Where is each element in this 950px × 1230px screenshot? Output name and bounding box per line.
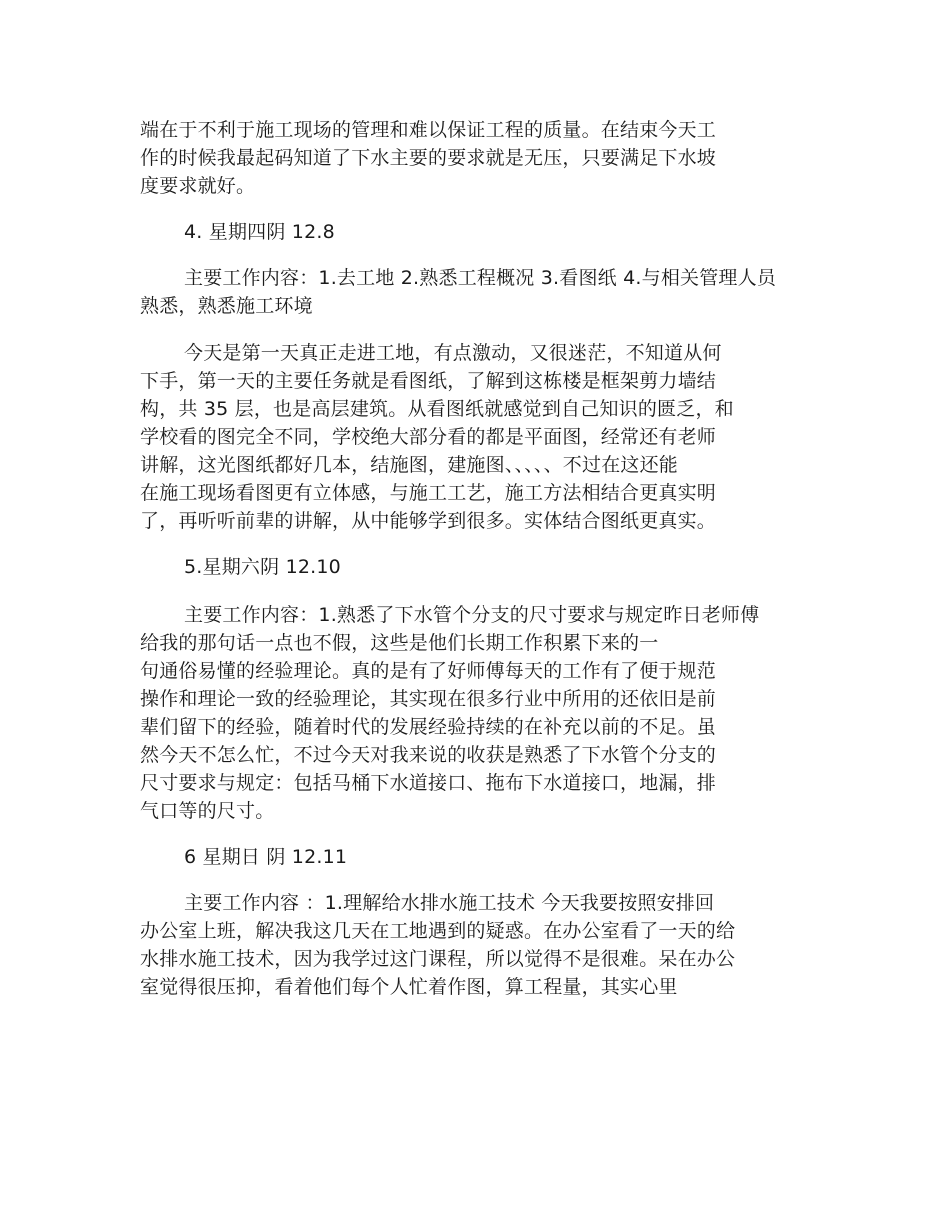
text-line: 熟悉，熟悉施工环境 — [140, 295, 313, 317]
section-heading: 4. 星期四阴 12.8 — [184, 221, 335, 243]
text-line: 辈们留下的经验，随着时代的发展经验持续的在补充以前的不足。虽 — [140, 716, 717, 738]
section-heading: 5.星期六阴 12.10 — [184, 556, 341, 578]
text-line: 了，再听听前辈的讲解，从中能够学到很多。实体结合图纸更真实。 — [140, 510, 717, 532]
text-line: 水排水施工技术，因为我学过这门课程，所以觉得不是很难。呆在办公 — [140, 948, 736, 970]
text-line: 主要工作内容 ：1.理解给水排水施工技术 今天我要按照安排回 — [184, 892, 715, 914]
text-line: 讲解，这光图纸都好几本，结施图，建施图、、、、、不过在这还能 — [140, 454, 679, 476]
text-line: 尺寸要求与规定：包括马桶下水道接口、拖布下水道接口，地漏，排 — [140, 772, 717, 794]
text-line: 气口等的尺寸。 — [140, 800, 275, 822]
text-line: 办公室上班，解决我这几天在工地遇到的疑惑。在办公室看了一天的给 — [140, 920, 736, 942]
text-line: 主要工作内容：1.熟悉了下水管个分支的尺寸要求与规定昨日老师傅 — [184, 604, 760, 626]
text-line: 构，共 35 层，也是高层建筑。从看图纸就感觉到自己知识的匮乏，和 — [140, 398, 734, 420]
text-line: 操作和理论一致的经验理论，其实现在很多行业中所用的还依旧是前 — [140, 688, 717, 710]
text-line: 学校看的图完全不同，学校绝大部分看的都是平面图，经常还有老师 — [140, 426, 717, 448]
text-line: 在施工现场看图更有立体感，与施工工艺，施工方法相结合更真实明 — [140, 482, 717, 504]
text-line: 度要求就好。 — [140, 175, 256, 197]
text-line: 句通俗易懂的经验理论。真的是有了好师傅每天的工作有了便于规范 — [140, 660, 717, 682]
text-line: 作的时候我最起码知道了下水主要的要求就是无压，只要满足下水坡 — [140, 147, 717, 169]
text-line: 下手，第一天的主要任务就是看图纸，了解到这栋楼是框架剪力墙结 — [140, 370, 717, 392]
text-line: 然今天不怎么忙，不过今天对我来说的收获是熟悉了下水管个分支的 — [140, 744, 717, 766]
section-heading: 6 星期日 阴 12.11 — [184, 846, 348, 868]
text-line: 室觉得很压抑，看着他们每个人忙着作图，算工程量，其实心里 — [140, 976, 678, 998]
text-line: 端在于不利于施工现场的管理和难以保证工程的质量。在结束今天工 — [140, 119, 717, 141]
text-line: 今天是第一天真正走进工地，有点激动，又很迷茫，不知道从何 — [184, 342, 722, 364]
text-line: 主要工作内容：1.去工地 2.熟悉工程概况 3.看图纸 4.与相关管理人员 — [184, 267, 777, 289]
text-line: 给我的那句话一点也不假，这些是他们长期工作积累下来的一 — [140, 632, 659, 654]
